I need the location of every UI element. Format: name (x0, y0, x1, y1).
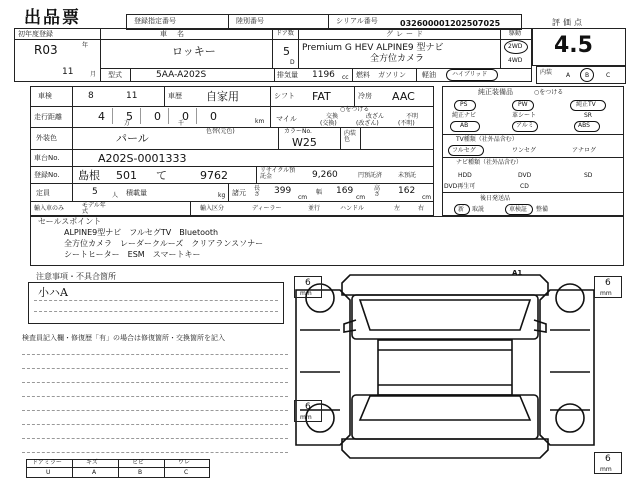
import-opt-parallel: 並行 (308, 205, 321, 212)
grade-label: グレード (386, 30, 426, 38)
doors: 5 (283, 45, 290, 58)
import-class-label: 輸入区分 (200, 205, 225, 212)
handle-left: 左 (394, 205, 401, 212)
width-unit: cm (356, 194, 366, 201)
navi-dvd: DVD (518, 172, 532, 179)
light-oil: 軽油 (422, 71, 436, 79)
import-opt-dealer: ディーラー (252, 205, 282, 212)
recycle-status-2: 未預託 (398, 172, 417, 179)
legend-v1: U (46, 469, 51, 476)
legend-v4: C (184, 469, 189, 476)
length: 399 (274, 186, 292, 196)
navi-hdd: HDD (458, 172, 472, 179)
shift: FAT (312, 90, 331, 103)
interior-color-label: 内装色 (344, 130, 357, 143)
mileage-unit-sen: 千 (178, 120, 185, 127)
shift-label: シフト (274, 92, 295, 100)
displacement-unit: cc (342, 74, 349, 81)
mileage-unit-km: km (255, 118, 265, 125)
displacement-label: 排気量 (277, 71, 298, 79)
plate-number: 9762 (200, 169, 228, 182)
reg-year: R03 (34, 43, 58, 57)
dims-label: 諸元 (232, 189, 246, 197)
height: 162 (398, 186, 416, 196)
inspection-label: 車検 (38, 92, 52, 100)
height-label: 高さ (374, 185, 381, 198)
mileage-note-label: マイル (276, 115, 297, 123)
rear-new: 新 (458, 206, 465, 213)
color-change-label: 色替(元色) (206, 128, 235, 135)
tread-fl-unit: mm (300, 290, 312, 297)
width-label: 幅 (316, 189, 323, 196)
month-unit: 月 (90, 71, 97, 78)
navi-title: ナビ種類（社外品含む） (456, 159, 523, 166)
fuel-other: ハイブリッド (452, 71, 488, 78)
navi-sd: SD (584, 172, 593, 179)
first-reg-label: 初年度登録 (18, 30, 53, 38)
color-code: W25 (292, 136, 317, 149)
doc-title: 出品票 (24, 8, 81, 28)
recycle-label: リサイクル預託金 (260, 167, 296, 180)
sales-title: セールスポイント (38, 217, 102, 226)
drive-2wd: 2WD (508, 43, 523, 50)
mileage-digit-2: 5 (126, 110, 133, 123)
length-label: 長さ (254, 185, 261, 198)
equip-sr: SR (584, 112, 592, 119)
tread-rr: 6 (605, 454, 611, 464)
height-unit: cm (422, 194, 432, 201)
plate-class: 501 (116, 169, 137, 182)
equip-ps: PS (460, 101, 468, 108)
equip-alumi: アルミ (516, 122, 534, 129)
model-year-label: モデル年式 (82, 202, 106, 215)
sales-line-3: シートヒーター ESM スマートキー (64, 250, 201, 259)
equip-leather: 革シート (512, 112, 537, 119)
legend-v2: A (92, 469, 97, 476)
color-code-label: カラーNo. (284, 128, 312, 135)
equipment-check-label: ○をつける (534, 89, 564, 96)
mileage-digit-3: 0 (154, 110, 161, 123)
mileage-label: 走行距離 (34, 113, 62, 121)
chassis: A202S-0001333 (98, 152, 187, 165)
mileage-note-sub-1: (交換) (320, 120, 337, 127)
equip-tv: 純正TV (576, 101, 596, 108)
car-name: ロッキー (172, 45, 216, 58)
load-label: 積載量 (126, 189, 147, 197)
score-label: 評価点 (552, 18, 585, 27)
mileage-note-1: 交換 (326, 113, 339, 120)
mileage-note-sub-3: (不明) (398, 120, 415, 127)
handle-right: 右 (418, 205, 425, 212)
serial-label: シリアル番号 (336, 17, 378, 25)
exterior-color: パール (116, 132, 149, 145)
tv-analog: アナログ (572, 147, 597, 154)
usage: 自家用 (206, 90, 239, 103)
tread-rl-unit: mm (300, 414, 312, 421)
rear-manual: 取説 (472, 206, 485, 213)
car-name-label: 車名 (160, 30, 194, 38)
load-unit: kg (218, 192, 226, 199)
model-label: 型式 (108, 71, 122, 79)
mileage-check-label: ○をつける (340, 106, 370, 113)
plate-area: 島根 (78, 169, 100, 182)
rear-seibi: 整備 (536, 206, 549, 213)
fuel: ガソリン (378, 71, 406, 79)
interior-b: B (585, 72, 590, 79)
chassis-label: 車台No. (34, 154, 60, 162)
inspector-title: 検査員記入欄・修復歴「有」の場合は修復箇所・交換箇所を記入 (22, 334, 225, 342)
navi-cd: CD (520, 183, 529, 190)
interior-label: 内装 (540, 69, 553, 76)
reg-no-label: 登録指定番号 (134, 17, 176, 25)
equip-ab: AB (460, 122, 469, 129)
legend-h1: ドアミラー (32, 459, 62, 466)
serial-number: 032600001202507025 (400, 19, 501, 28)
doors-suffix: D (290, 59, 295, 66)
rear-title: 後日発送品 (480, 195, 511, 202)
tread-rr-unit: mm (600, 466, 612, 473)
tread-rl: 6 (305, 402, 311, 412)
legend-h2: キズ (86, 459, 98, 466)
equip-pw: PW (518, 101, 528, 108)
exterior-color-label: 外装色 (36, 134, 57, 142)
year-unit: 年 (82, 42, 89, 49)
capacity: 5 (92, 187, 98, 197)
length-unit: cm (298, 194, 308, 201)
mileage-digit-1: 4 (98, 110, 105, 123)
grade-line2: 全方位カメラ (370, 54, 425, 64)
damage-mark-a1: A1 (512, 269, 523, 277)
mileage-note-3: 不明 (406, 113, 419, 120)
fuel-label: 燃料 (356, 71, 370, 79)
notes-title: 注意事項・不具合箇所 (36, 272, 116, 281)
rear-shaken: 車検証 (509, 206, 528, 213)
mileage-unit-man: 万 (124, 120, 131, 127)
mileage-note-2: 改ざん (366, 113, 385, 120)
interior-a: A (566, 72, 571, 79)
tread-fr: 6 (605, 278, 611, 288)
inspection-year: 8 (88, 91, 94, 101)
score-value: 4.5 (554, 33, 593, 58)
sales-line-1: ALPINE9型ナビ フルセグTV Bluetooth (64, 228, 219, 237)
plate-kana: て (156, 169, 167, 182)
sales-line-2: 全方位カメラ レーダークルーズ クリアランスソナー (64, 239, 264, 248)
usage-label: 車歴 (168, 92, 182, 100)
navi-dvd-play: DVD再生可 (444, 183, 476, 190)
handle-label: ハンドル (340, 205, 365, 212)
legend-h3: ヒビ (132, 459, 145, 466)
plate-label: 登録No. (34, 171, 60, 179)
recycle: 9,260 (312, 170, 338, 180)
tv-title: TV種類（社外品含む） (456, 136, 518, 143)
ac: AAC (392, 90, 415, 103)
reg-month: 11 (62, 67, 74, 77)
notes-handwritten: 小ハA (38, 286, 68, 299)
legend-v3: B (138, 469, 143, 476)
interior-c: C (606, 72, 611, 79)
displacement: 1196 (312, 70, 335, 80)
recycle-status-1: 円預託済 (358, 172, 383, 179)
equipment-title: 純正装備品 (478, 88, 513, 96)
capacity-unit: 人 (112, 192, 119, 199)
tv-full: フルセグ (452, 147, 476, 154)
drive-label: 駆動 (509, 30, 522, 37)
doors-label: ドア数 (276, 30, 294, 37)
mileage-digit-4: 0 (182, 110, 189, 123)
mileage-note-sub-2: (改ざん) (356, 120, 379, 127)
capacity-label: 定員 (36, 189, 50, 197)
drive-4wd: 4WD (508, 57, 523, 64)
land-no-label: 陸別番号 (236, 17, 264, 25)
tv-one: ワンセグ (512, 147, 537, 154)
equip-abs: ABS (578, 122, 590, 129)
equip-navi: 純正ナビ (452, 112, 477, 119)
tread-fl: 6 (305, 278, 311, 288)
grade-line1: Premium G HEV ALPINE9 型ナビ (302, 43, 444, 53)
ac-label: 冷房 (358, 92, 372, 100)
model: 5AA-A202S (156, 70, 207, 80)
mileage-digit-5: 0 (210, 110, 217, 123)
width: 169 (336, 186, 354, 196)
inspection-month: 11 (126, 91, 138, 101)
import-label: 輸入車のみ (34, 205, 65, 212)
legend-h4: ワレ (178, 459, 191, 466)
tread-fr-unit: mm (600, 290, 612, 297)
